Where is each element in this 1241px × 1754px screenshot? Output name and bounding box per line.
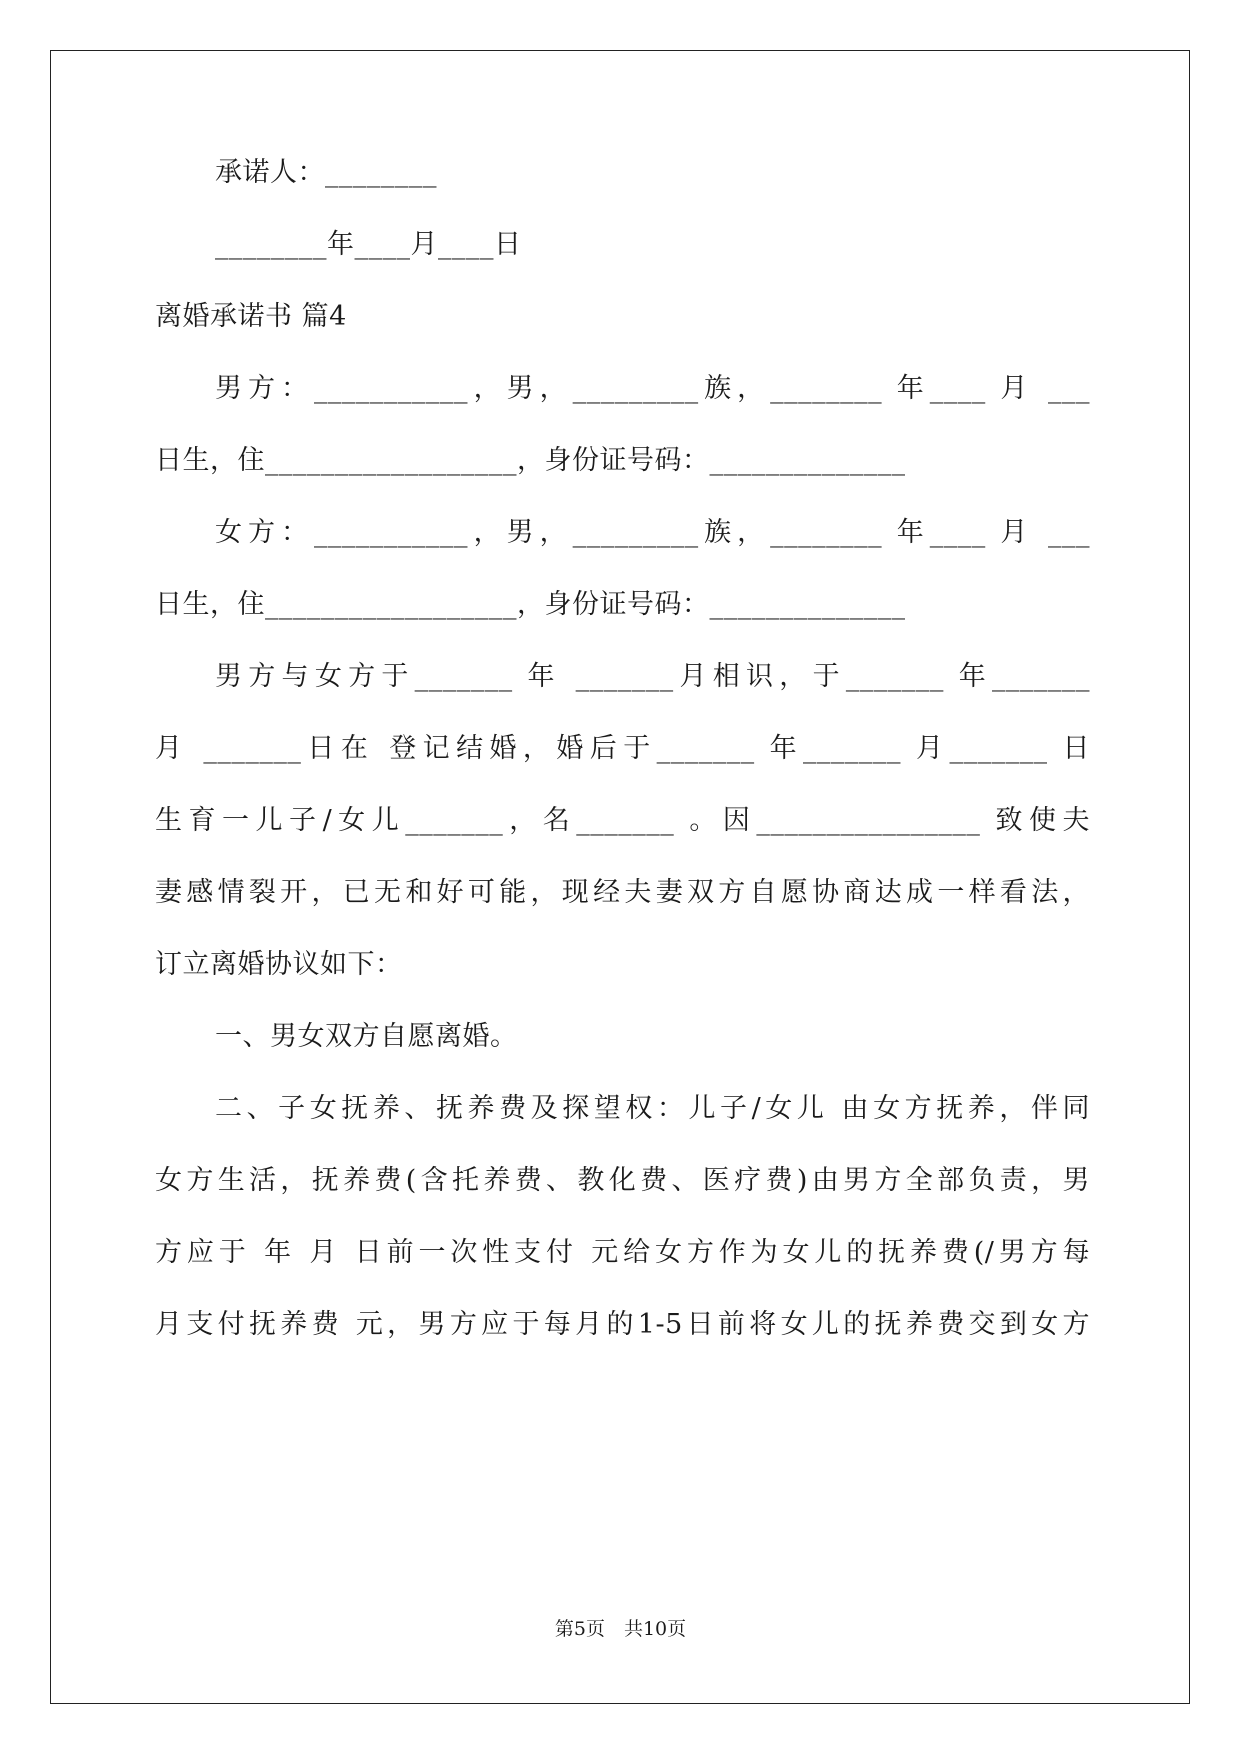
paragraph-line: 女方：___________，男，_________族，________ 年____ 月 ___ xyxy=(215,517,1090,548)
page-number-footer: 第5页 共10页 xyxy=(554,1618,687,1640)
clause-two-line: 女方生活，抚养费(含托养费、教化费、医疗费)由男方全部负责，男 xyxy=(155,1165,1090,1196)
promisor-line: 承诺人：________ xyxy=(215,157,437,188)
clause-one: 一、男女双方自愿离婚。 xyxy=(215,1021,518,1052)
paragraph-line: 日生，住__________________，身份证号码：______________ xyxy=(155,445,906,476)
paragraph-line: 生育一儿子/女儿_______，名_______ 。因________________ 致使夫 xyxy=(155,805,1090,836)
date-line: ________年____月____日 xyxy=(215,229,522,260)
clause-two-line: 月支付抚养费 元，男方应于每月的1-5日前将女儿的抚养费交到女方 xyxy=(155,1309,1090,1340)
paragraph-line: 妻感情裂开，已无和好可能，现经夫妻双方自愿协商达成一样看法， xyxy=(155,877,1090,908)
clause-two-line: 二、子女抚养、抚养费及探望权：儿子/女儿 由女方抚养，伴同 xyxy=(215,1093,1090,1124)
paragraph-line: 日生，住__________________，身份证号码：______________ xyxy=(155,589,906,620)
section-heading: 离婚承诺书 篇4 xyxy=(155,301,347,332)
clause-two-line: 方应于 年 月 日前一次性支付 元给女方作为女儿的抚养费(/男方每 xyxy=(155,1237,1090,1268)
paragraph-line: 订立离婚协议如下： xyxy=(155,949,403,980)
paragraph-line: 月 _______日在 登记结婚，婚后于_______ 年_______ 月_______ 日 xyxy=(155,733,1090,764)
paragraph-line: 男方与女方于_______ 年 _______月相识，于_______ 年_______ xyxy=(215,661,1090,692)
paragraph-line: 男方：___________，男，_________族，________ 年____ 月 ___ xyxy=(215,373,1090,404)
